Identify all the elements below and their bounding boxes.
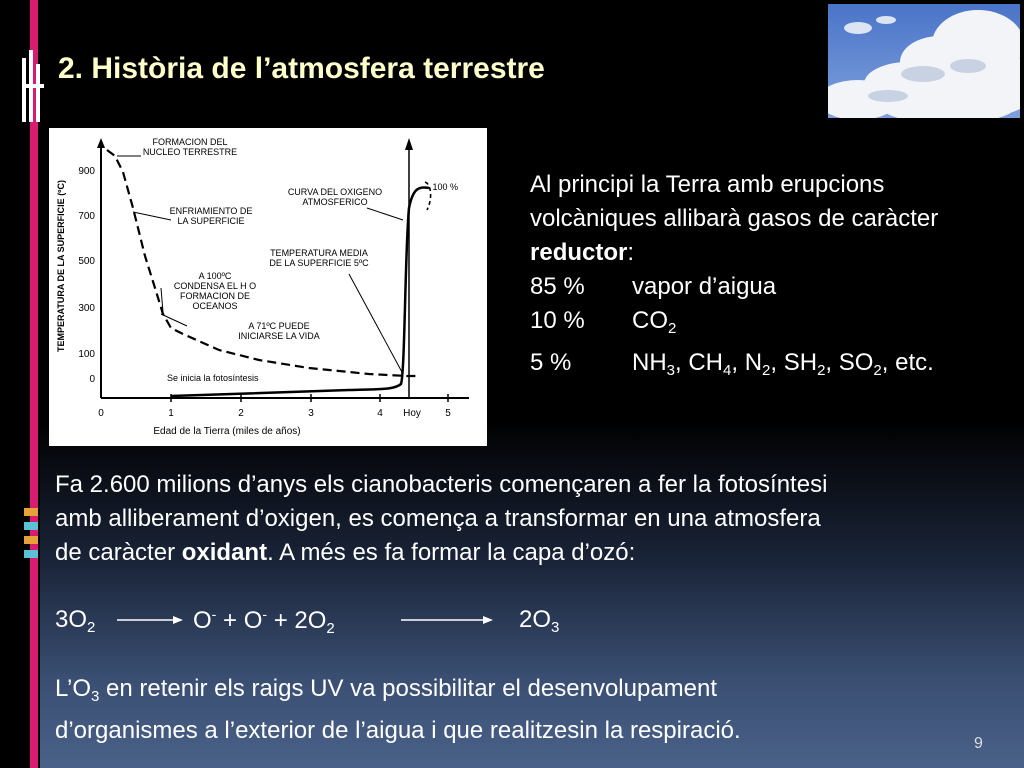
reaction-arrow — [117, 612, 183, 628]
temperature-curve — [107, 150, 417, 376]
colon: : — [627, 239, 635, 266]
y-tick: 500 — [78, 256, 95, 267]
gas-name: , SO — [825, 349, 874, 376]
gas-row — [530, 270, 1010, 304]
x-axis-label: Edad de la Tierra (miles de años) — [153, 426, 301, 437]
x-tick: 2 — [238, 408, 244, 419]
subscript: 2 — [326, 620, 335, 637]
formula: 3O — [55, 606, 88, 633]
x-tick: Hoy — [403, 408, 421, 419]
text-line: volcàniques allibarà gasos de caràcter — [530, 205, 939, 232]
subscript: 4 — [723, 362, 732, 379]
gas-percent: 5 % — [530, 349, 572, 376]
text-line: amb alliberament d’oxigen, es comença a transformar en una atmosfera — [55, 505, 821, 532]
gas-row — [530, 346, 1010, 388]
equation-intermediate — [193, 606, 335, 637]
slide-title: 2. Història de l’atmosfera terrestre — [58, 52, 545, 85]
annotation: TEMPERATURA MEDIA — [270, 248, 368, 258]
bold-term: oxidant — [181, 539, 268, 566]
gas-row — [530, 304, 1010, 346]
y-tick: 100 — [78, 349, 95, 360]
text-span: en retenir els raigs UV va possibilitar el desenvolupament — [99, 675, 718, 702]
formula: 2O — [519, 606, 552, 633]
annotation: ENFRIAMIENTO DE — [169, 206, 253, 216]
annotation: DE LA SUPERFICIE 5ºC — [269, 258, 369, 268]
formula: O — [193, 607, 212, 634]
annotation: A 100ºC — [198, 271, 232, 281]
title-decoration — [22, 48, 44, 122]
gas-name: , etc. — [881, 349, 934, 376]
x-tick: 5 — [445, 408, 451, 419]
annotation: LA SUPERFICIE — [177, 216, 245, 226]
text-line — [55, 536, 975, 570]
y-tick: 300 — [78, 303, 95, 314]
formula: + O — [216, 607, 263, 634]
gas-percent: 10 % — [530, 307, 585, 334]
subscript: 3 — [666, 362, 676, 379]
subscript: 2 — [87, 619, 96, 636]
annotation: OCEANOS — [192, 301, 238, 311]
annotation: INICIARSE LA VIDA — [238, 331, 320, 341]
annotation: ATMOSFERICO — [302, 197, 368, 207]
annotation: NUCLEO TERRESTRE — [142, 147, 238, 157]
subscript: 3 — [91, 688, 100, 705]
x-tick: 1 — [168, 408, 174, 419]
subscript: 2 — [668, 320, 677, 337]
x-tick: 3 — [308, 408, 314, 419]
text-span: de caràcter — [55, 539, 182, 566]
formula: + 2O — [267, 607, 327, 634]
equation-reactant — [55, 606, 95, 636]
annotation: CONDENSA EL H O — [173, 281, 257, 291]
gas-name: vapor d’aigua — [632, 273, 777, 300]
y-tick: 900 — [78, 166, 95, 177]
x-tick: 4 — [377, 408, 383, 419]
annotation: FORMACION DE — [179, 291, 251, 301]
superscript: - — [262, 606, 268, 622]
text-line: Al principi la Terra amb erupcions — [530, 171, 885, 198]
ozone-equation — [55, 606, 675, 642]
gas-name: , SH — [770, 349, 818, 376]
ozone-paragraph — [55, 672, 955, 748]
gas-percent: 85 % — [530, 273, 585, 300]
superscript: - — [211, 606, 217, 622]
gas-name: NH — [632, 349, 667, 376]
y-axis-label: TEMPERATURA DE LA SUPERFICIE (ºC) — [56, 180, 66, 352]
y-tick: 700 — [78, 211, 95, 222]
page-number: 9 — [974, 735, 983, 752]
subscript: 3 — [551, 619, 560, 636]
gas-name: , N — [731, 349, 763, 376]
gas-name: , CH — [675, 349, 724, 376]
annotation: Se inicia la fotosíntesis — [167, 373, 259, 383]
text-span: L’O — [55, 675, 92, 702]
bold-term: reductor — [530, 239, 628, 266]
y-tick: 0 — [89, 374, 95, 385]
subscript: 2 — [817, 362, 826, 379]
text-line — [55, 672, 955, 714]
cloud-photo — [828, 4, 1020, 118]
gas-name: CO — [632, 307, 668, 334]
text-line — [530, 236, 1010, 270]
equation-product — [519, 606, 559, 636]
subscript: 2 — [762, 362, 771, 379]
reaction-arrow — [401, 612, 493, 628]
oxidant-paragraph — [55, 468, 975, 570]
subscript: 2 — [873, 362, 882, 379]
annotation: A 71ºC PUEDE — [248, 321, 310, 331]
text-line: Fa 2.600 milions d’anys els cianobacteris començaren a fer la fotosíntesi — [55, 471, 828, 498]
x-tick: 0 — [98, 408, 104, 419]
text-span: . A més es fa formar la capa d’ozó: — [267, 539, 636, 566]
temperature-oxygen-chart — [49, 128, 487, 446]
text-line: d’organismes a l’exterior de l’aigua i que realitzesin la respiració. — [55, 717, 741, 744]
annotation: - 100 % — [427, 182, 459, 192]
side-decoration — [24, 508, 40, 568]
annotation: CURVA DEL OXIGENO — [287, 187, 383, 197]
annotation: FORMACION DEL — [152, 137, 228, 147]
reductor-gases-block — [530, 168, 1010, 388]
